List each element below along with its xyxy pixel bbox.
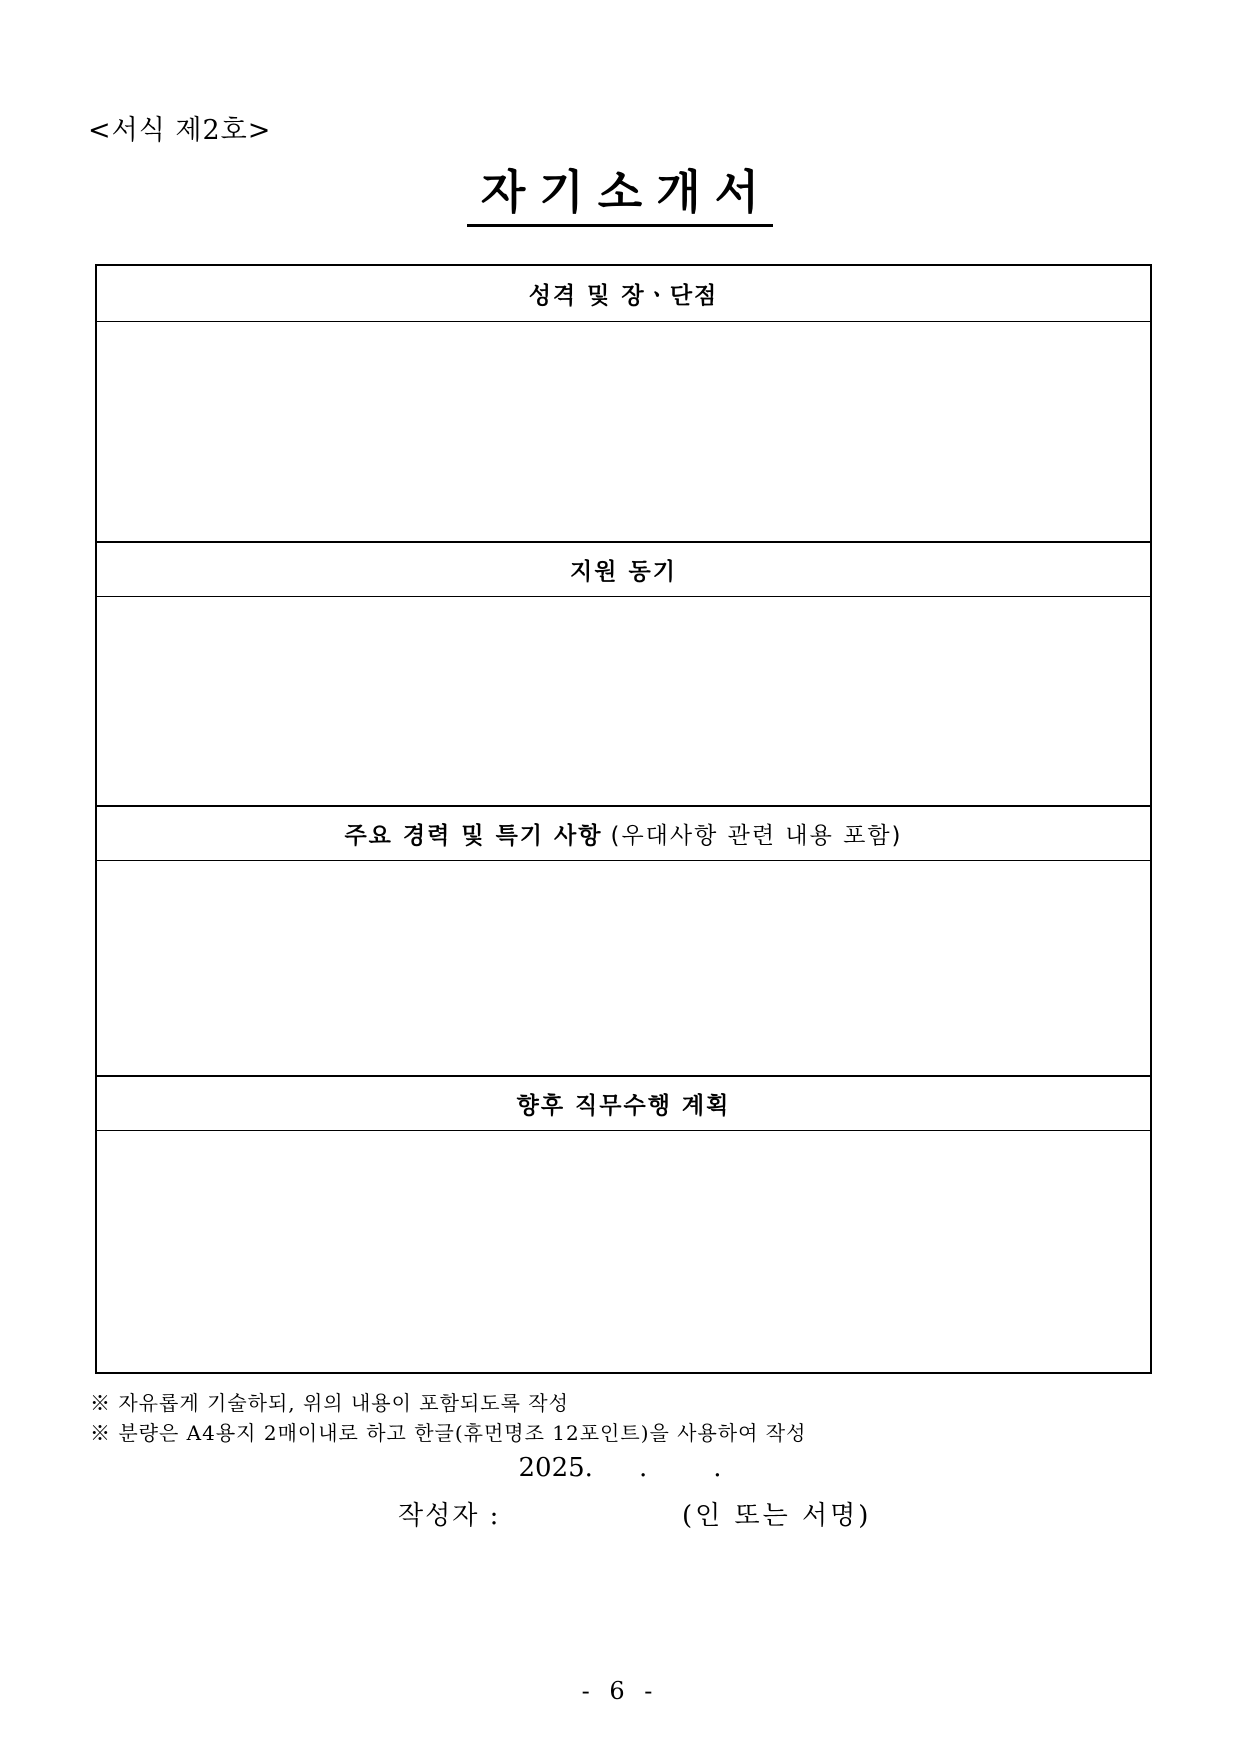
- note-line: ※ 분량은 A4용지 2매이내로 하고 한글(휴먼명조 12포인트)을 사용하여 작성: [90, 1421, 807, 1445]
- instruction-notes: [90, 1388, 806, 1448]
- note-line: ※ 자유롭게 기술하되, 위의 내용이 포함되도록 작성: [90, 1391, 569, 1415]
- section-label: 주요 경력 및 특기 사항: [344, 823, 603, 849]
- section-body-future-plan[interactable]: [97, 1131, 1150, 1372]
- section-label: 지원 동기: [570, 559, 677, 585]
- section-label: 향후 직무수행 계획: [516, 1093, 731, 1119]
- date-day-separator: .: [713, 1453, 722, 1483]
- document-title: [0, 162, 1240, 227]
- self-introduction-form: [95, 264, 1152, 1374]
- signature-label: (인 또는 서명): [682, 1501, 872, 1531]
- date-line: [0, 1450, 1240, 1486]
- author-label: 작성자 :: [398, 1501, 501, 1531]
- section-header-career: [97, 805, 1150, 861]
- section-header-future-plan: [97, 1075, 1150, 1131]
- section-header-personality: [97, 266, 1150, 322]
- form-number: <서식 제2호>: [88, 115, 272, 146]
- section-header-motivation: [97, 541, 1150, 597]
- section-body-career[interactable]: [97, 861, 1150, 1075]
- date-month-separator: .: [638, 1453, 648, 1483]
- section-label: 성격 및 장ㆍ단점: [528, 283, 719, 309]
- section-body-personality[interactable]: [97, 322, 1150, 541]
- page-number: - 6 -: [581, 1677, 659, 1705]
- document-title-text: 자기소개서: [467, 162, 773, 227]
- section-body-motivation[interactable]: [97, 597, 1150, 805]
- date-year: 2025.: [518, 1453, 593, 1483]
- section-note: (우대사항 관련 내용 포함): [610, 823, 903, 849]
